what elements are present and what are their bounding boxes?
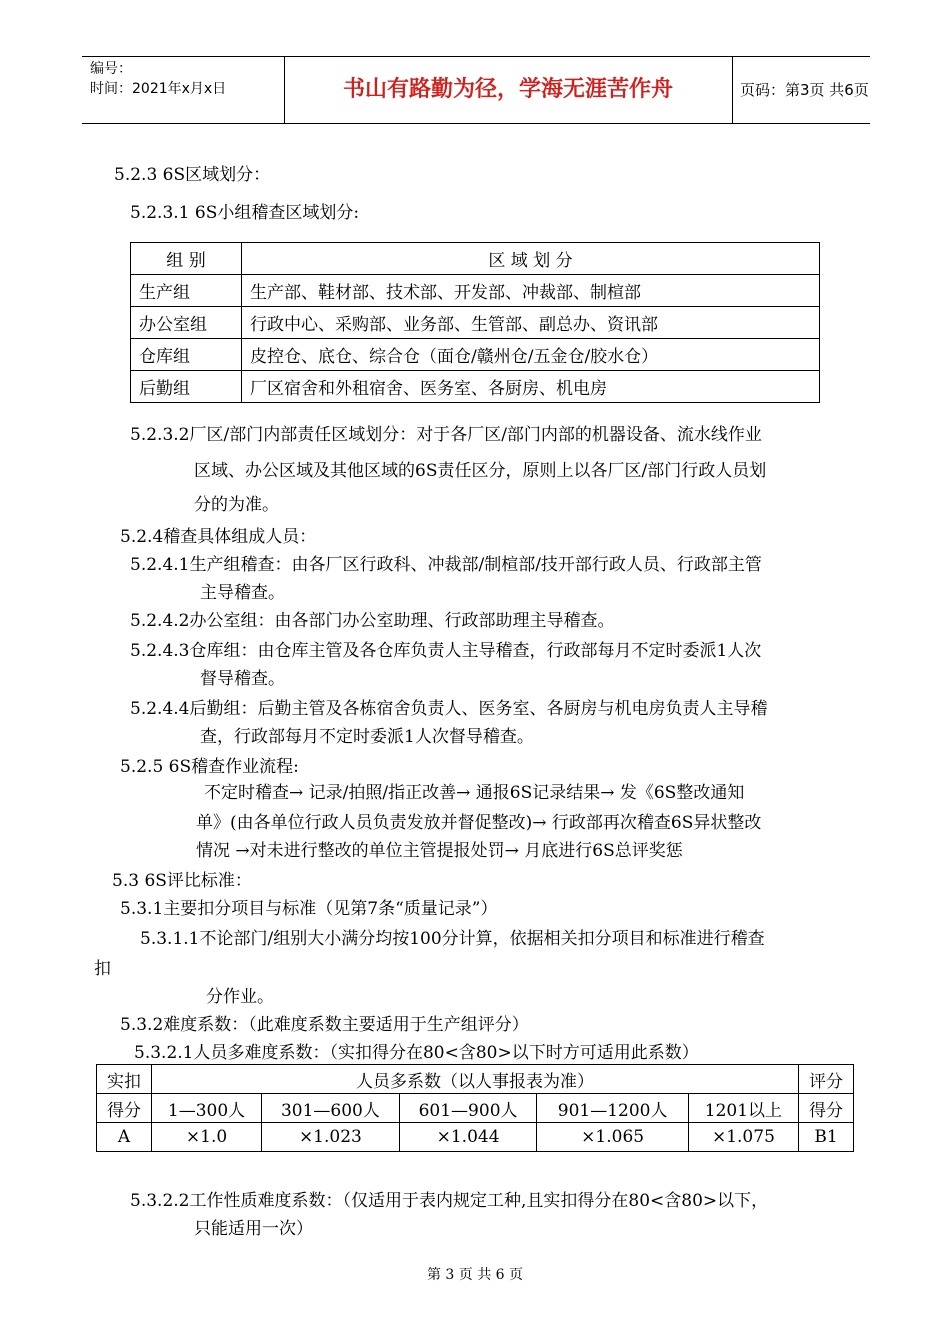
doc-time-label: 时间：2021年x月x日: [90, 81, 227, 97]
table-cell: 后勤组: [131, 371, 242, 403]
table-cell: ×1.065: [537, 1123, 688, 1152]
table-cell: 得分: [799, 1094, 854, 1123]
section-5-2-4-1-line: 主导稽查。: [200, 583, 285, 603]
table-cell: ×1.075: [688, 1123, 798, 1152]
header-divider: [284, 57, 285, 123]
section-5-3-1-1-line: 分作业。: [206, 987, 274, 1007]
table-cell: 实扣: [97, 1065, 152, 1094]
page-footer: 第 3 页 共 6 页: [426, 1267, 524, 1283]
table-row: [97, 1065, 854, 1094]
section-5-3-1-1-line: 5.3.1.1不论部门/组别大小满分均按100分计算，依据相关扣分项目和标准进行稽查: [140, 929, 765, 949]
table-cell: 仓库组: [131, 339, 242, 371]
section-5-2-3-2-line: 区域、办公区域及其他区域的6S责任区分，原则上以各厂区/部门行政人员划: [194, 461, 767, 481]
zone-table: [130, 242, 820, 403]
table-row: [131, 339, 820, 371]
section-5-2-4-2: 5.2.4.2办公室组：由各部门办公室助理、行政部助理主导稽查。: [130, 611, 615, 631]
section-5-2-4-3-line: 5.2.4.3仓库组：由仓库主管及各仓库负责人主导稽查，行政部每月不定时委派1人次: [130, 641, 762, 661]
table-header-cell: 人员多系数（以人事报表为准）: [152, 1065, 799, 1094]
table-header-cell: 组 别: [131, 243, 242, 275]
section-5-2-4-4-line: 5.2.4.4后勤组：后勤主管及各栋宿舍负责人、医务室、各厨房与机电房负责人主导稽: [130, 699, 768, 719]
table-cell: 1201以上: [688, 1094, 798, 1123]
section-5-3: 5.3 6S评比标准：: [112, 871, 252, 891]
section-5-3-2-2-line: 只能适用一次）: [194, 1219, 313, 1239]
table-cell: 601—900人: [399, 1094, 537, 1123]
table-cell: 生产部、鞋材部、技术部、开发部、冲裁部、制楦部: [242, 275, 820, 307]
table-cell: 301—600人: [262, 1094, 400, 1123]
table-cell: ×1.044: [399, 1123, 537, 1152]
table-row: [131, 275, 820, 307]
section-5-2-4-1-line: 5.2.4.1生产组稽查：由各厂区行政科、冲裁部/制楦部/技开部行政人员、行政部主管: [130, 555, 762, 575]
header-motto: 书山有路勤为径，学海无涯苦作舟: [342, 77, 673, 102]
table-cell: 901—1200人: [537, 1094, 688, 1123]
table-cell: 行政中心、采购部、业务部、生管部、副总办、资讯部: [242, 307, 820, 339]
table-cell: B1: [799, 1123, 854, 1152]
table-cell: A: [97, 1123, 152, 1152]
header-page-info: 页码：第3页 共6页: [740, 81, 869, 99]
section-5-2-4-3-line: 督导稽查。: [200, 669, 285, 689]
table-cell: 办公室组: [131, 307, 242, 339]
section-5-2-4: 5.2.4稽查具体组成人员：: [120, 527, 317, 547]
table-cell: 皮控仓、底仓、综合仓（面仓/赣州仓/五金仓/胶水仓）: [242, 339, 820, 371]
page-header: [82, 56, 870, 124]
table-header-cell: 区 域 划 分: [242, 243, 820, 275]
table-cell: ×1.0: [152, 1123, 262, 1152]
table-cell: 得分: [97, 1094, 152, 1123]
table-cell: 1—300人: [152, 1094, 262, 1123]
table-row: [131, 371, 820, 403]
header-divider: [732, 57, 733, 123]
table-cell: 评分: [799, 1065, 854, 1094]
table-row: [97, 1094, 854, 1123]
section-5-2-3: 5.2.3 6S区域划分：: [114, 165, 271, 185]
section-5-3-2: 5.3.2难度系数：（此难度系数主要适用于生产组评分）: [120, 1015, 529, 1035]
section-5-3-2-1: 5.3.2.1人员多难度系数：（实扣得分在80<含80>以下时方可适用此系数）: [134, 1043, 699, 1063]
section-5-2-3-1: 5.2.3.1 6S小组稽查区域划分:: [130, 203, 360, 223]
flow-line: 单》(由各单位行政人员负责发放并督促整改)→ 行政部再次稽查6S异状整改: [196, 813, 762, 833]
header-meta: [90, 59, 226, 99]
section-5-3-1: 5.3.1主要扣分项目与标准（见第7条“质量记录”）: [120, 899, 498, 919]
section-5-2-3-2-line: 5.2.3.2厂区/部门内部责任区域划分：对于各厂区/部门内部的机器设备、流水线作业: [130, 425, 762, 445]
doc-number-label: 编号：: [90, 61, 132, 77]
table-row: [131, 307, 820, 339]
section-5-2-3-2-line: 分的为准。: [194, 495, 279, 515]
coefficient-table: [96, 1064, 854, 1152]
table-cell: ×1.023: [262, 1123, 400, 1152]
section-5-3-2-2-line: 5.3.2.2工作性质难度系数：（仅适用于表内规定工种,且实扣得分在80<含80>以下，: [130, 1191, 769, 1211]
section-5-2-5: 5.2.5 6S稽查作业流程:: [120, 757, 299, 777]
table-header-row: [131, 243, 820, 275]
table-row: [97, 1123, 854, 1152]
flow-line: 不定时稽查→ 记录/拍照/指正改善→ 通报6S记录结果→ 发《6S整改通知: [204, 783, 745, 803]
section-5-3-1-1-line: 扣: [94, 959, 111, 979]
flow-line: 情况 →对未进行整改的单位主管提报处罚→ 月底进行6S总评奖惩: [196, 841, 683, 861]
table-cell: 生产组: [131, 275, 242, 307]
table-cell: 厂区宿舍和外租宿舍、医务室、各厨房、机电房: [242, 371, 820, 403]
section-5-2-4-4-line: 查，行政部每月不定时委派1人次督导稽查。: [200, 727, 534, 747]
